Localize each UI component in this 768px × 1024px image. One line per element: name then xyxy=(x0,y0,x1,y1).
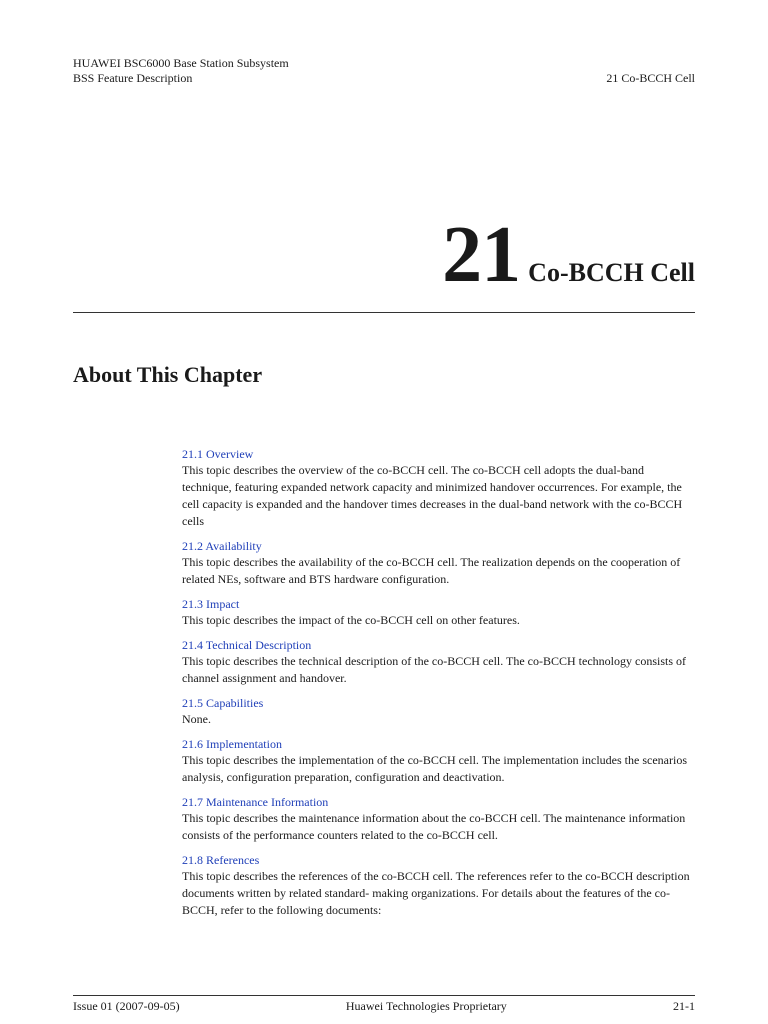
section-entry xyxy=(182,637,696,687)
footer-issue: Issue 01 (2007-09-05) xyxy=(73,999,180,1013)
section-link-maintenance-information[interactable]: 21.7 Maintenance Information xyxy=(182,795,329,809)
section-entry xyxy=(182,852,696,919)
section-entry xyxy=(182,446,696,530)
section-link-overview[interactable]: 21.1 Overview xyxy=(182,447,254,461)
section-entry xyxy=(182,596,696,629)
section-entry xyxy=(182,695,696,728)
section-link-impact[interactable]: 21.3 Impact xyxy=(182,597,240,611)
section-link-implementation[interactable]: 21.6 Implementation xyxy=(182,737,282,751)
section-description: This topic describes the impact of the co-BCCH cell on other features. xyxy=(182,613,520,627)
section-link-capabilities[interactable]: 21.5 Capabilities xyxy=(182,696,264,710)
chapter-heading xyxy=(442,211,695,299)
header-row-2 xyxy=(73,71,695,86)
section-entry xyxy=(182,794,696,844)
header-chapter-ref: 21 Co-BCCH Cell xyxy=(606,71,695,85)
section-description: This topic describes the technical description of the co-BCCH cell. The co-BCCH technology consists of channel assignment and handover. xyxy=(182,654,686,685)
section-description: None. xyxy=(182,712,211,726)
footer-divider xyxy=(73,995,695,996)
section-link-references[interactable]: 21.8 References xyxy=(182,853,260,867)
page-header xyxy=(73,56,695,86)
section-description: This topic describes the maintenance information about the co-BCCH cell. The maintenance information consists of the performance counters related to the co-BCCH cell. xyxy=(182,811,686,842)
section-description: This topic describes the availability of the co-BCCH cell. The realization depends on the cooperation of related NEs, software and BTS hardware configuration. xyxy=(182,555,681,586)
section-description: This topic describes the references of the co-BCCH cell. The references refer to the co-BCCH description documents written by related standard- making organizations. For details about the features of the co-BCCH, refer to the following documents: xyxy=(182,869,690,917)
chapter-number: 21 xyxy=(442,211,521,299)
chapter-title: Co-BCCH Cell xyxy=(528,258,695,287)
section-description: This topic describes the implementation of the co-BCCH cell. The implementation includes the scenarios analysis, configuration preparation, configuration and deactivation. xyxy=(182,753,687,784)
section-link-technical-description[interactable]: 21.4 Technical Description xyxy=(182,638,312,652)
section-entry xyxy=(182,538,696,588)
footer-page-number: 21-1 xyxy=(673,999,695,1013)
chapter-divider xyxy=(73,312,695,313)
about-heading: About This Chapter xyxy=(73,362,263,387)
page-footer xyxy=(73,999,695,1014)
header-product: HUAWEI BSC6000 Base Station Subsystem xyxy=(73,56,289,70)
section-list xyxy=(182,446,696,927)
footer-proprietary: Huawei Technologies Proprietary xyxy=(345,999,507,1013)
section-entry xyxy=(182,736,696,786)
header-row-1 xyxy=(73,56,695,71)
section-link-availability[interactable]: 21.2 Availability xyxy=(182,539,262,553)
header-doc-title: BSS Feature Description xyxy=(73,71,193,85)
section-description: This topic describes the overview of the co-BCCH cell. The co-BCCH cell adopts the dual-band technique, featuring expanded network capacity and minimized handover occurrences. For example, the cell capacity is expanded and the handover times decreases in the dual-band network with the co-BCCH cells xyxy=(182,463,683,528)
